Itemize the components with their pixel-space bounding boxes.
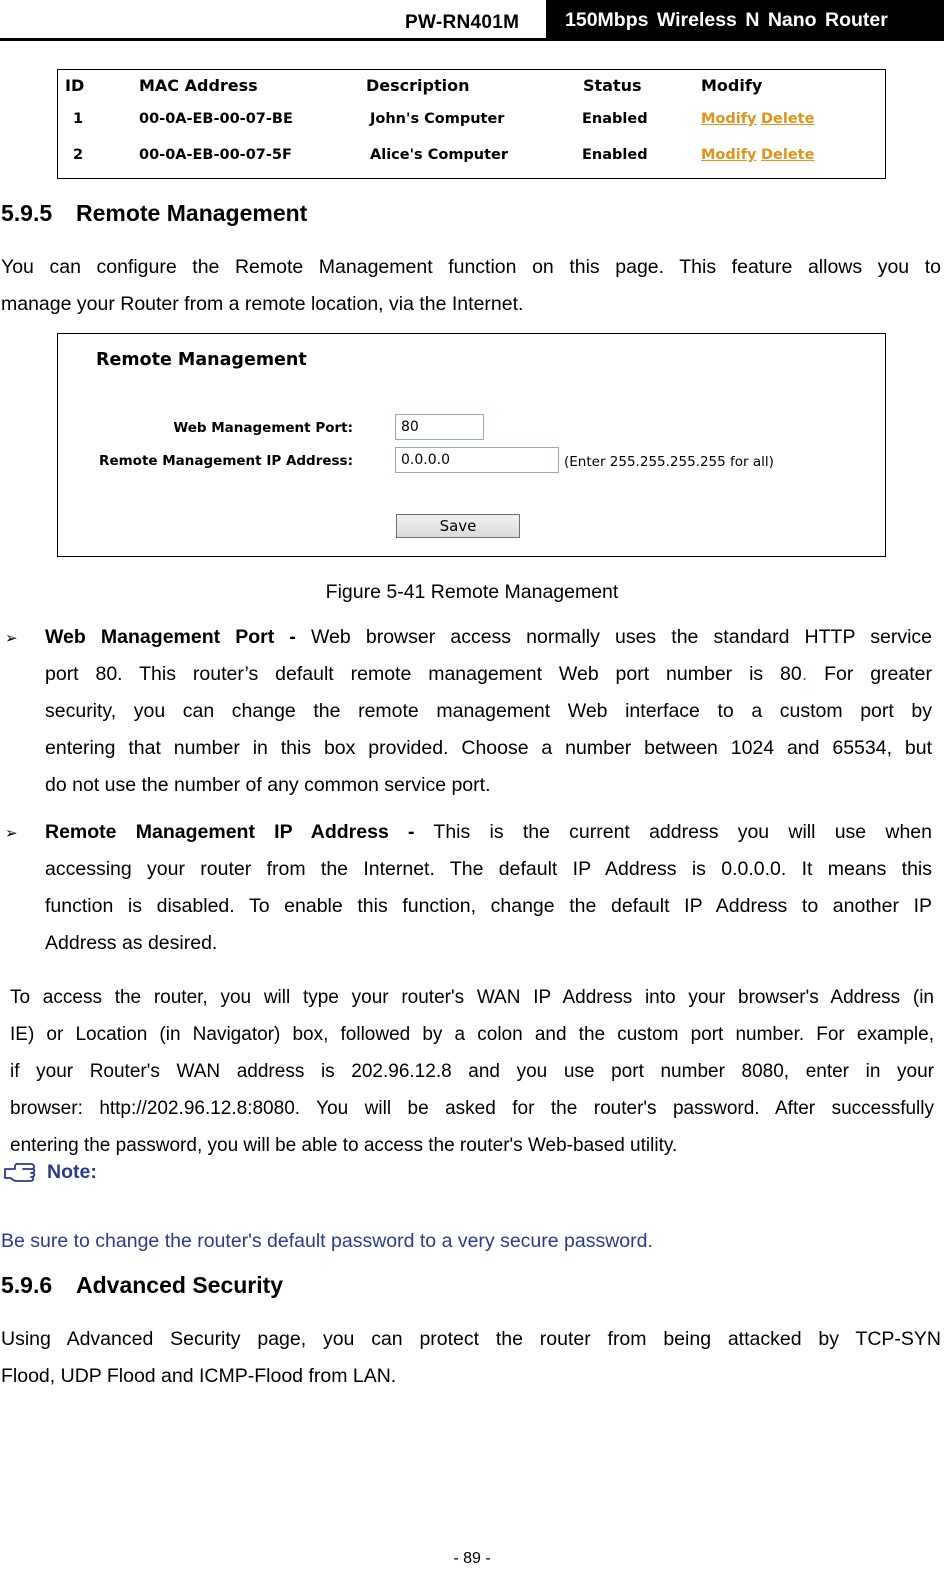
text-span: For greater [807,663,932,685]
row-mac: 00-0A-EB-00-07-BE [139,111,293,127]
row-desc: John's Computer [370,111,505,127]
modify-link[interactable]: Modify [701,111,757,127]
col-mac-header: MAC Address [139,76,258,95]
col-modify-header: Modify [701,76,763,95]
bullet-web-port [45,619,932,804]
row-id: 1 [73,111,84,127]
section-heading-5-9-5 [1,200,307,227]
text-line: if your Router's WAN address is 202.96.12.8 and you use port number 8080, enter in your [10,1061,934,1082]
text-line: do not use the number of any common service port. [45,774,491,796]
text-span: This is the current address you will use when [414,821,932,843]
save-button[interactable]: Save [396,514,520,538]
intro-paragraph [1,249,941,323]
page-header [0,0,944,42]
remote-ip-label: Remote Management IP Address: [99,453,353,469]
text-line [45,619,932,656]
bullet-remote-ip [45,814,932,962]
bullet-term: Remote Management IP Address - [45,821,415,843]
header-product: 150Mbps Wireless N Nano Router [546,0,944,41]
text-line: entering that number in this box provided. Choose a number between 1024 and 65534, but [45,737,932,759]
remote-ip-input[interactable]: 0.0.0.0 [395,447,559,473]
bullet-term: Web Management Port - [45,626,296,648]
text-line: manage your Router from a remote location, via the Internet. [1,293,524,315]
col-status-header: Status [583,76,642,95]
section-heading-5-9-6 [1,1272,283,1299]
access-paragraph [10,979,934,1164]
header-model: PW-RN401M [405,12,520,33]
text-line: Flood, UDP Flood and ICMP-Flood from LAN. [1,1365,397,1387]
delete-link[interactable]: Delete [761,111,815,127]
text-span: port 80. This router’s default remote management Web port number is 80 [45,663,802,685]
text-line: You can configure the Remote Management function on this page. This feature allows you to [1,256,941,278]
figure-caption: Figure 5-41 Remote Management [325,581,619,603]
section-number: 5.9.6 [1,1272,53,1298]
page-number: - 89 - [453,1550,491,1567]
section-number: 5.9.5 [1,200,53,226]
modify-link[interactable]: Modify [701,147,757,163]
section-title: Remote Management [76,200,308,226]
text-span: Web browser access normally uses the standard HTTP service [295,626,932,648]
col-id-header: ID [65,76,85,95]
row-desc: Alice's Computer [370,147,509,163]
ip-hint: (Enter 255.255.255.255 for all) [564,454,774,470]
text-line [45,656,932,693]
note-text: Be sure to change the router's default password to a very secure password. [1,1230,653,1252]
section-title: Advanced Security [76,1272,284,1298]
pointing-hand-icon [3,1160,37,1184]
row-mac: 00-0A-EB-00-07-5F [139,147,292,163]
text-line: browser: http://202.96.12.8:8080. You will be asked for the router's password. After successfully [10,1098,934,1119]
text-line: IE) or Location (in Navigator) box, followed by a colon and the custom port number. For example, [10,1024,934,1045]
web-port-label: Web Management Port: [173,420,353,436]
web-port-input[interactable]: 80 [395,414,484,440]
text-line [45,814,932,851]
text-line: Using Advanced Security page, you can protect the router from being attacked by TCP-SYN [1,1328,941,1350]
text-line: accessing your router from the Internet. The default IP Address is 0.0.0.0. It means this [45,858,932,880]
row-status: Enabled [582,147,648,163]
note-label: Note: [47,1161,97,1183]
text-line: entering the password, you will be able to access the router's Web-based utility. [10,1135,678,1156]
text-line: To access the router, you will type your router's WAN IP Address into your browser's Address (in [10,987,934,1008]
panel-title: Remote Management [96,350,307,370]
row-status: Enabled [582,111,648,127]
header-rule [0,38,944,41]
text-line: function is disabled. To enable this function, change the default IP Address to another IP [45,895,932,917]
bullet-arrow-icon: ➢ [5,630,18,647]
text-line: Address as desired. [45,932,218,954]
advanced-security-paragraph [1,1321,941,1395]
col-desc-header: Description [366,76,470,95]
delete-link[interactable]: Delete [761,147,815,163]
row-id: 2 [73,147,84,163]
mac-table-screenshot [57,69,886,179]
bullet-arrow-icon: ➢ [5,825,18,842]
text-line: security, you can change the remote management Web interface to a custom port by [45,700,932,722]
text-span: . [801,663,808,685]
remote-management-screenshot [57,333,886,557]
